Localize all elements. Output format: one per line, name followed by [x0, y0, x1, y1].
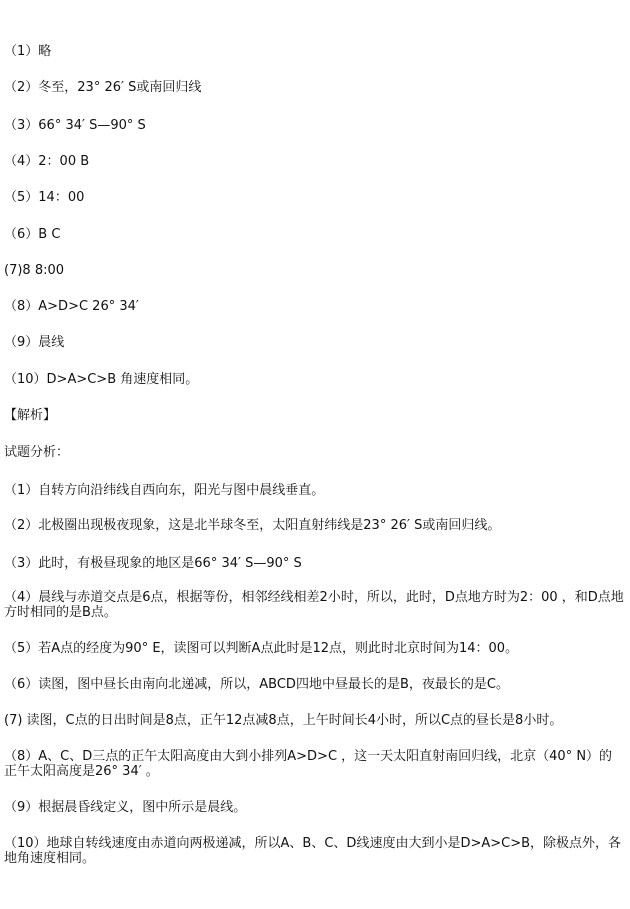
analysis-item-10: （10）地球自转线速度由赤道向两极递减，所以A、B、C、D线速度由大到小是D>A>C>B，除极点外，各地角速度相同。: [4, 836, 622, 866]
analysis-item-2: （2）北极圈出现极夜现象，这是北半球冬至，太阳直射纬线是23° 26′ S或南回归线。: [4, 518, 501, 533]
analysis-item-8: （8）A、C、D三点的正午太阳高度由大到小排列A>D>C ，这一天太阳直射南回归线，北京（40° N）的正午太阳高度是26° 34′ 。: [4, 749, 613, 779]
analysis-item-7: (7) 读图，C点的日出时间是8点，正午12点减8点，上午时间长4小时，所以C点的昼长是8小时。: [4, 713, 563, 728]
analysis-heading: 【解析】: [4, 408, 57, 423]
answer-3: （3）66° 34′ S—90° S: [4, 118, 146, 133]
answer-7: (7)8 8:00: [4, 263, 65, 278]
answer-9: （9）晨线: [4, 335, 65, 350]
answer-6: （6）B C: [4, 227, 61, 242]
answer-8: （8）A>D>C 26° 34′: [4, 299, 139, 314]
analysis-intro: 试题分析：: [4, 445, 70, 460]
answer-5: （5）14：00: [4, 190, 85, 205]
analysis-item-3: （3）此时，有极昼现象的地区是66° 34′ S—90° S: [4, 556, 302, 571]
answer-4: （4）2：00 B: [4, 154, 90, 169]
answer-2: （2）冬至，23° 26′ S或南回归线: [4, 80, 202, 95]
analysis-item-6: （6）读图，图中昼长由南向北递减，所以，ABCD四地中昼最长的是B，夜最长的是C。: [4, 677, 509, 692]
analysis-item-9: （9）根据晨昏线定义，图中所示是晨线。: [4, 800, 247, 815]
analysis-item-5: （5）若A点的经度为90° E，读图可以判断A点此时是12点，则此时北京时间为14：00。: [4, 641, 519, 656]
answer-1: （1）略: [4, 44, 52, 59]
analysis-item-1: （1）自转方向沿纬线自西向东，阳光与图中晨线垂直。: [4, 483, 325, 498]
answer-10: （10）D>A>C>B 角速度相同。: [4, 372, 199, 387]
analysis-item-4: （4）晨线与赤道交点是6点，根据等份，相邻经线相差2小时，所以，此时，D点地方时为2：00 ，和D点地方时相同的是B点。: [4, 590, 624, 620]
